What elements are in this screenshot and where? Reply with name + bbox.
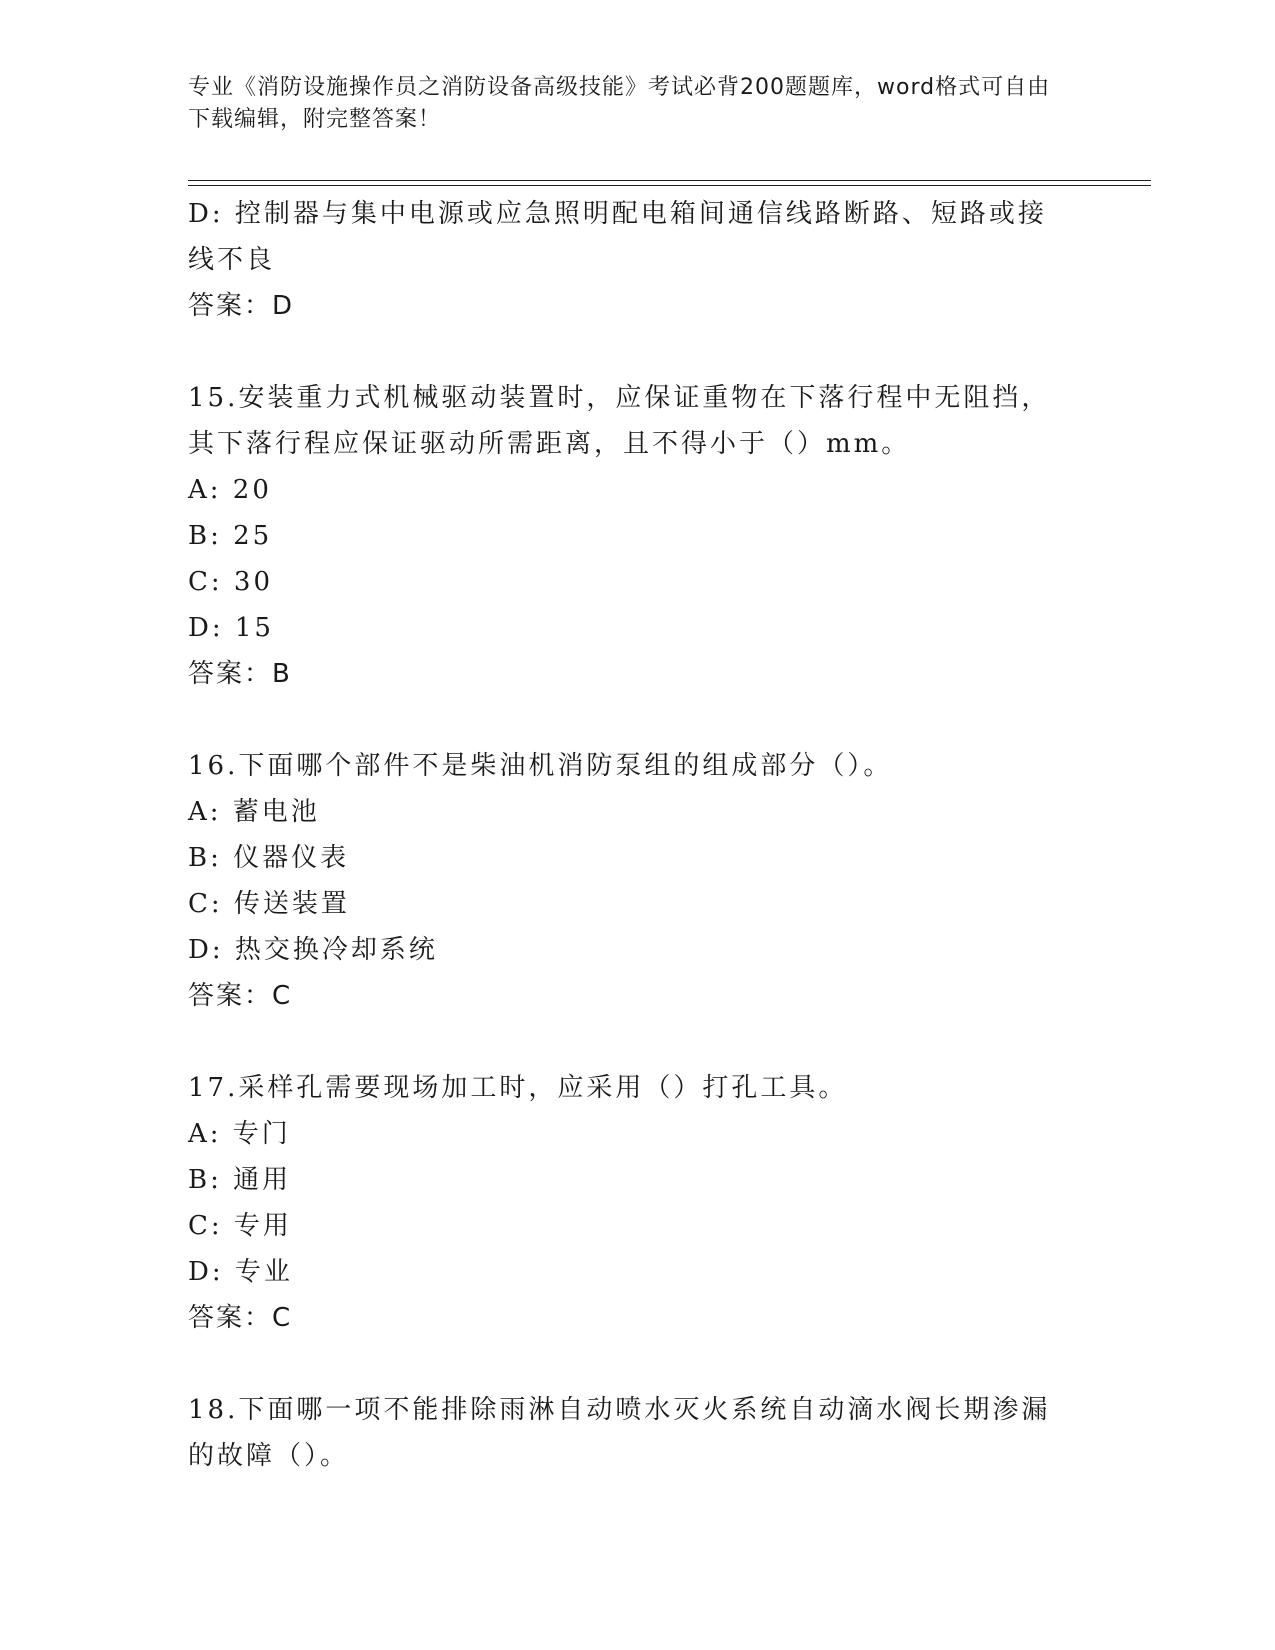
option-b: B: 仪器仪表 (188, 843, 350, 873)
header-rule-bottom (188, 185, 1151, 186)
option-a: A: 20 (188, 475, 272, 505)
option-b: B: 25 (188, 521, 273, 551)
option-c: C: 传送装置 (188, 889, 350, 919)
option-a: A: 专门 (188, 1119, 291, 1149)
question-stem: 16.下面哪个部件不是柴油机消防泵组的组成部分（）。 (188, 751, 893, 781)
header-text: 专业《消防设施操作员之消防设备高级技能》考试必背200题题库，word格式可自由下载编辑，附完整答案！ (188, 75, 1051, 132)
answer-line: 答案：D (188, 291, 295, 321)
option-d: D: 15 (188, 613, 274, 643)
question-stem: 17.采样孔需要现场加工时，应采用（）打孔工具。 (188, 1073, 848, 1103)
option-a: A: 蓄电池 (188, 797, 320, 827)
answer-line: 答案：C (188, 1303, 293, 1333)
document-header (188, 72, 1068, 136)
answer-line: 答案：C (188, 981, 293, 1011)
question-stem: 15.安装重力式机械驱动装置时，应保证重物在下落行程中无阻挡，其下落行程应保证驱动所需距离，且不得小于（）mm。 (188, 383, 1051, 459)
option-d-continued: D: 控制器与集中电源或应急照明配电箱间通信线路断路、短路或接线不良 (188, 199, 1047, 275)
option-c: C: 30 (188, 567, 274, 597)
question-content (188, 191, 1068, 1479)
option-c: C: 专用 (188, 1211, 292, 1241)
option-b: B: 通用 (188, 1165, 292, 1195)
option-d: D: 热交换冷却系统 (188, 935, 438, 965)
option-d: D: 专业 (188, 1257, 293, 1287)
header-rule-top (188, 180, 1151, 181)
question-stem: 18.下面哪一项不能排除雨淋自动喷水灭火系统自动滴水阀长期渗漏的故障（）。 (188, 1395, 1051, 1471)
answer-line: 答案：B (188, 659, 292, 689)
